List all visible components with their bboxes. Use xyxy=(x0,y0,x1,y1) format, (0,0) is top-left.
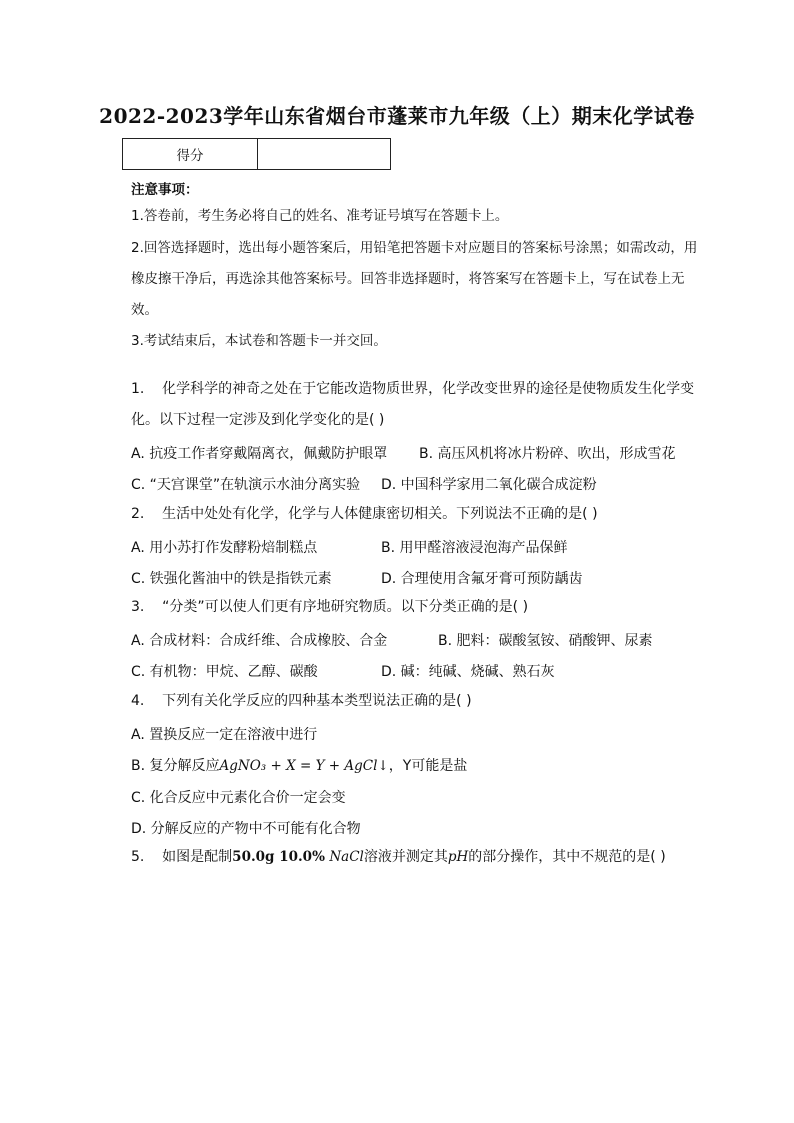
score-label: 得分 xyxy=(123,139,258,170)
question-1 xyxy=(131,374,703,436)
q2-option-b: B. 用甲醛溶液浸泡海产品保鲜 xyxy=(381,540,568,556)
q1-option-c: C. “天宫课堂”在轨演示水油分离实验 xyxy=(131,477,361,493)
q1-option-b: B. 高压风机将冰片粉碎、吹出，形成雪花 xyxy=(419,446,676,462)
question-4 xyxy=(131,686,703,717)
note-item-3: 3.考试结束后，本试卷和答题卡一并交回。 xyxy=(131,333,387,349)
option-b-tail: ，Y可能是盐 xyxy=(388,758,468,774)
q2-option-d: D. 合理使用含氟牙膏可预防龋齿 xyxy=(381,571,583,587)
nacl-formula: NaCl xyxy=(329,849,364,865)
q2-option-a: A. 用小苏打作发酵粉焙制糕点 xyxy=(131,540,318,556)
question-number: 1. xyxy=(131,381,145,397)
reaction-formula: AgNO₃ + X = Y + AgCl↓ xyxy=(219,758,389,774)
note-item-1: 1.答卷前，考生务必将自己的姓名、准考证号填写在答题卡上。 xyxy=(131,208,509,224)
question-number: 2. xyxy=(131,506,145,522)
question-stem-start: 如图是配制 xyxy=(162,849,233,865)
exam-title: 2022-2023学年山东省烟台市蓬莱市九年级（上）期末化学试卷 xyxy=(99,104,695,128)
q2-option-c: C. 铁强化酱油中的铁是指铁元素 xyxy=(131,571,332,587)
q4-option-b xyxy=(131,755,467,775)
q4-option-a: A. 置换反应一定在溶液中进行 xyxy=(131,727,318,743)
solution-amount: 50.0g 10.0% xyxy=(232,849,325,865)
note-item-2: 2.回答选择题时，选出每小题答案后，用铅笔把答题卡对应题目的答案标号涂黑；如需改动，用橡皮擦干净后，再选涂其他答案标号。回答非选择题时，将答案写在答题卡上，写在试卷上无效。 xyxy=(131,240,698,318)
q3-option-b: B. 肥料：碳酸氢铵、硝酸钾、尿素 xyxy=(438,633,653,649)
ph-symbol: pH xyxy=(447,849,469,865)
question-stem: “分类”可以使人们更有序地研究物质。以下分类正确的是( ) xyxy=(162,599,529,615)
notes-heading: 注意事项： xyxy=(131,182,199,198)
option-b-label: B. 复分解反应 xyxy=(131,758,220,774)
q3-option-c: C. 有机物：甲烷、乙醇、碳酸 xyxy=(131,664,318,680)
q3-option-a: A. 合成材料：合成纤维、合成橡胶、合金 xyxy=(131,633,388,649)
question-number: 5. xyxy=(131,849,145,865)
q4-option-c: C. 化合反应中元素化合价一定会变 xyxy=(131,790,346,806)
question-stem: 化学科学的神奇之处在于它能改造物质世界，化学改变世界的途径是使物质发生化学变化。以下过程一定涉及到化学变化的是( ) xyxy=(131,381,695,428)
question-stem: 下列有关化学反应的四种基本类型说法正确的是( ) xyxy=(162,693,472,709)
q3-option-d: D. 碱：纯碱、烧碱、熟石灰 xyxy=(381,664,555,680)
question-2 xyxy=(131,499,703,530)
question-5 xyxy=(131,842,703,873)
question-number: 3. xyxy=(131,599,145,615)
score-value-field xyxy=(258,139,391,170)
q1-option-d: D. 中国科学家用二氧化碳合成淀粉 xyxy=(381,477,597,493)
q4-option-d: D. 分解反应的产物中不可能有化合物 xyxy=(131,821,361,837)
question-number: 4. xyxy=(131,693,145,709)
score-table xyxy=(122,138,391,170)
question-3 xyxy=(131,592,703,623)
question-stem-mid: 溶液并测定其 xyxy=(363,849,448,865)
question-stem: 生活中处处有化学，化学与人体健康密切相关。下列说法不正确的是( ) xyxy=(162,506,598,522)
question-stem-end: 的部分操作，其中不规范的是( ) xyxy=(468,849,666,865)
q1-option-a: A. 抗疫工作者穿戴隔离衣，佩戴防护眼罩 xyxy=(131,446,388,462)
